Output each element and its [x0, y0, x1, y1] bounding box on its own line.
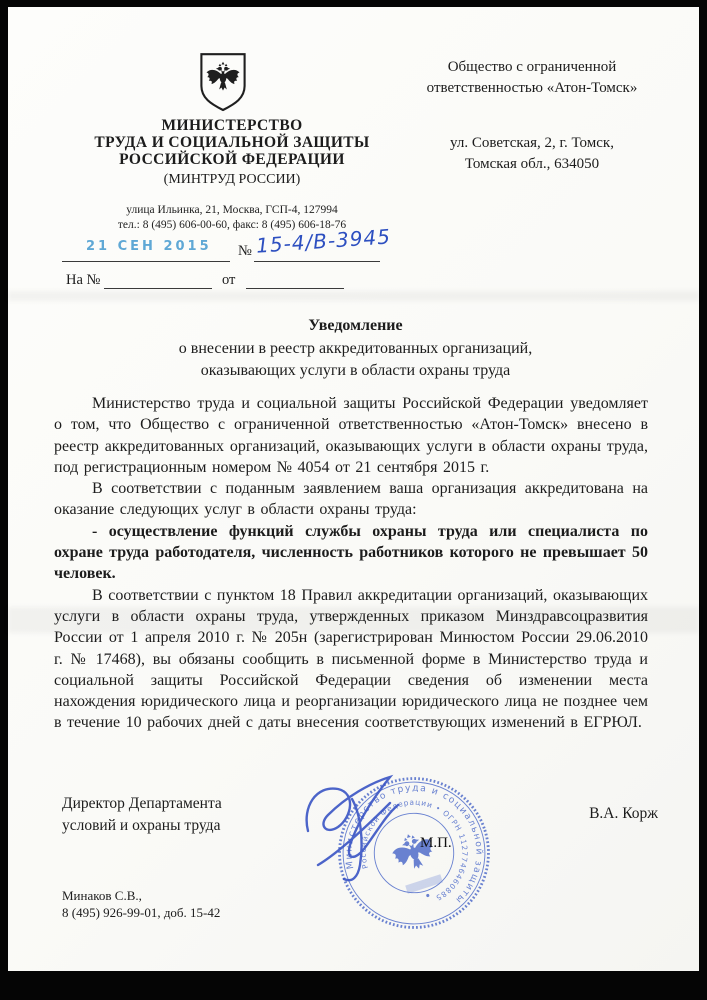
ministry-address-line1: улица Ильинка, 21, Москва, ГСП-4, 127994: [126, 204, 338, 216]
letter-title-block: [103, 315, 608, 383]
letter-page: [8, 7, 699, 971]
recipient-name-line1: Общество с ограниченной: [447, 59, 617, 75]
ministry-name-line2: ТРУДА И СОЦИАЛЬНОЙ ЗАЩИТЫ: [94, 134, 370, 151]
ministry-emblem: [192, 50, 254, 116]
seal-place-mark: М.П.: [420, 835, 452, 851]
letter-subtitle-line1: о внесении в реестр аккредитованных организаций,: [178, 339, 533, 357]
ministry-name-line3: РОССИЙСКОЙ ФЕДЕРАЦИИ: [119, 151, 345, 168]
signature-ink-icon: [294, 769, 414, 894]
incoming-date-stamp: 21 СЕН 2015: [86, 239, 212, 254]
body-paragraph-4: В соответствии с пунктом 18 Правил аккредитации организаций, оказывающих услуги в области охраны труда, утвержденных приказом Минздравсоцразвития России от 1 апреля 2010 г. № 205н (зарегистрирован Минюстом России 29.06.2010 г. № 17468), вы обязаны сообщить в письменной форме в Министерство труда и социальной защиты Российской Федерации сведения об изменении места нахождения юридического лица и реорганизации юридического лица не позднее чем в течение 10 рабочих дней с даты внесения соответствующих изменений в ЕГРЮЛ.: [54, 586, 648, 732]
seal-inner-text: Российской Федерации • ОГРН 1127746460885: [358, 797, 470, 903]
body-paragraph-2: В соответствии с поданным заявлением ваша организация аккредитована на оказание следующих услуг в области охраны труда:: [54, 480, 648, 519]
recipient-address-line2: Томская обл., 634050: [464, 156, 600, 172]
executor-phone: 8 (495) 926-99-01, доб. 15-42: [62, 905, 221, 920]
incoming-number-label: На №: [66, 272, 101, 288]
number-blank-line: [254, 261, 380, 262]
signer-position-block: [62, 793, 222, 837]
number-label: №: [238, 243, 252, 259]
recipient-address-block: [398, 133, 666, 175]
signer-position-line1: Директор Департамента: [62, 795, 222, 812]
ministry-name-line1: МИНИСТЕРСТВО: [161, 117, 303, 134]
from-label: от: [222, 272, 236, 288]
executor-name: Минаков С.В.,: [62, 888, 142, 903]
ministry-address-line2: тел.: 8 (495) 606-00-60, факс: 8 (495) 606-18-76: [117, 219, 347, 231]
scan-fold-shadow: [8, 291, 699, 301]
letter-subtitle-line2: оказывающих услуги в области охраны труда: [200, 362, 511, 379]
coat-of-arms-icon: [192, 50, 254, 116]
recipient-name-block: [398, 57, 666, 99]
executor-contact-block: [62, 887, 220, 921]
body-paragraph-1: Министерство труда и социальной защиты Российской Федерации уведомляет о том, что Общество с ограниченной ответственностью «Атон-Томск» внесено в реестр аккредитованных организаций, оказывающих услуги в области охраны труда, под регистрационным номером № 4054 от 21 сентября 2015 г.: [54, 395, 648, 476]
recipient-address-line1: ул. Советская, 2, г. Томск,: [450, 135, 614, 151]
body-paragraph-3-service: - осуществление функций службы охраны труда или специалиста по охране труда работодателя, численность работников которого не превышает 50 человек.: [54, 522, 648, 583]
signer-position-line2: условий и охраны труда: [62, 817, 221, 834]
letter-title: Уведомление: [308, 317, 403, 334]
letter-body: [54, 393, 648, 734]
seal-outer-text: Министерство труда и социальной защиты: [343, 782, 485, 907]
date-blank-line: [62, 261, 230, 262]
incoming-number-blank-line: [104, 288, 212, 289]
ministry-name-block: [48, 117, 416, 189]
recipient-name-line2: ответственностью «Атон-Томск»: [426, 80, 638, 96]
handwritten-number: 15-4/В-3945: [255, 224, 392, 258]
signer-name: В.А. Корж: [589, 805, 658, 822]
ministry-short-name: (МИНТРУД РОССИИ): [163, 172, 301, 187]
handwritten-signature: [294, 769, 414, 894]
from-blank-line: [246, 288, 344, 289]
